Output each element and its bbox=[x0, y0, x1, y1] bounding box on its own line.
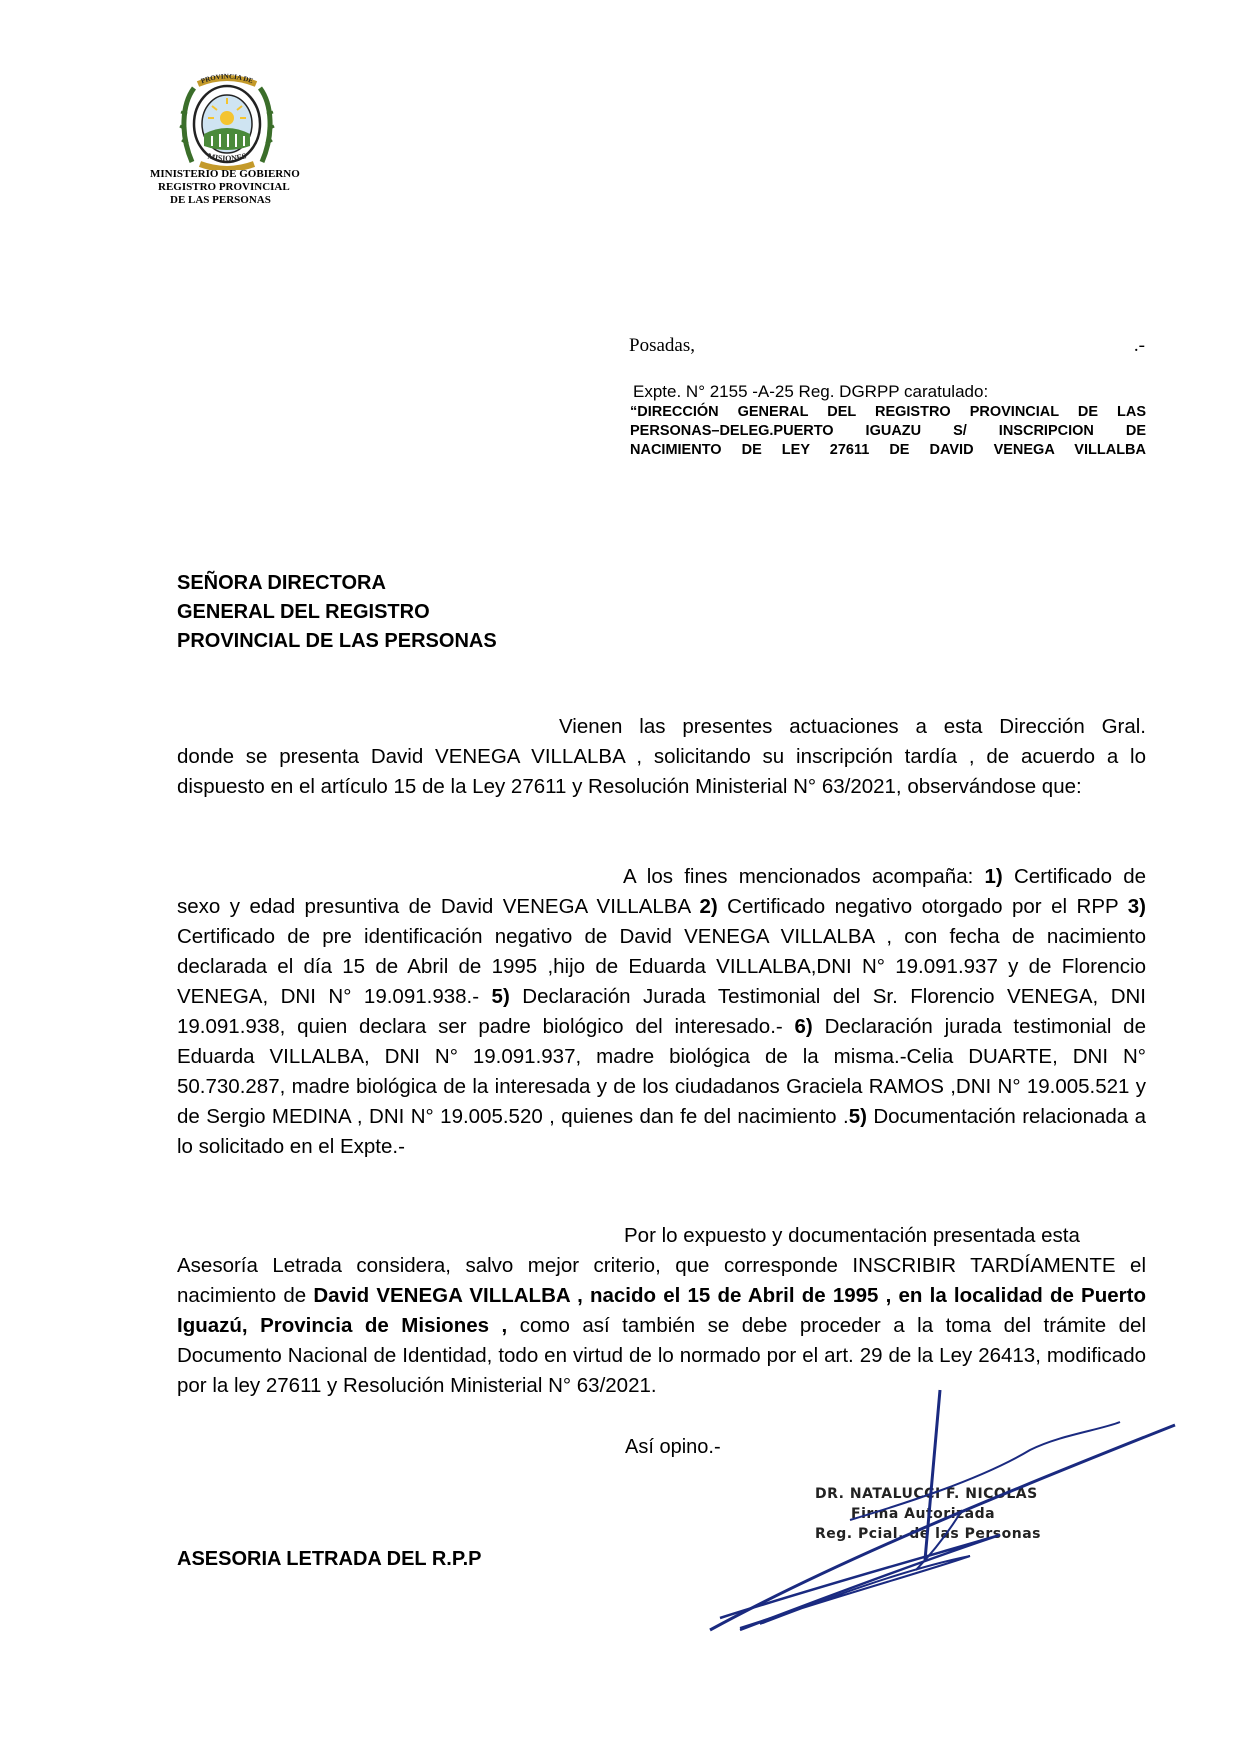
emblem-bottom-label bbox=[182, 150, 272, 170]
item-number: 5) bbox=[491, 985, 510, 1008]
item-number: 6) bbox=[794, 1015, 813, 1038]
item-number: 1) bbox=[984, 865, 1003, 888]
footer-signatory: ASESORIA LETRADA DEL R.P.P bbox=[177, 1548, 482, 1570]
caption-line: PERSONAS–DELEG.PUERTO IGUAZU S/ INSCRIPCION DE bbox=[630, 423, 1146, 439]
caption-line: NACIMIENTO DE LEY 27611 DE DAVID VENEGA VILLALBA bbox=[630, 442, 1146, 458]
ministry-line: MINISTERIO DE GOBIERNO bbox=[150, 168, 300, 180]
item-number: 2) bbox=[699, 895, 718, 918]
persons-line: DE LAS PERSONAS bbox=[170, 194, 271, 206]
ministry-header bbox=[150, 168, 300, 207]
emblem-top-label bbox=[182, 70, 272, 90]
stamp-office: Reg. Pcial. de las Personas bbox=[815, 1526, 1041, 1542]
recipient-block bbox=[177, 569, 497, 656]
date-end-mark: .- bbox=[1133, 335, 1145, 356]
paragraph-first-line: Por lo expuesto y documentación presentada esta bbox=[624, 1224, 1080, 1247]
stamp-role: Firma Autorizada bbox=[851, 1506, 996, 1522]
handwritten-signature bbox=[700, 1380, 1180, 1640]
svg-text:PROVINCIA DE: PROVINCIA DE bbox=[199, 72, 255, 86]
recipient-line: GENERAL DEL REGISTRO bbox=[177, 601, 430, 623]
paragraph-intro bbox=[177, 712, 1146, 802]
paragraph-body: donde se presenta David VENEGA VILLALBA , solicitando su inscripción tardía , de acuerdo a lo dispuesto en el artículo 15 de la Ley 27611 y Resolución Ministerial N° 63/2021, observándose que: bbox=[177, 745, 1146, 798]
closing-remark: Así opino.- bbox=[625, 1436, 721, 1458]
svg-text:MISIONES: MISIONES bbox=[206, 151, 248, 164]
paragraph-documents: A los fines mencionados acompaña: 1) Certificado de sexo y edad presuntiva de David VENEGA VILLALBA 2) Certificado negativo otorgado por el RPP 3) Certificado de pre identificación negativo de David VENEGA VILLALBA , con fecha de nacimiento declarada el día 15 de Abril de 1995 ,hijo de Eduarda VILLALBA,DNI N° 19.091.937 y de Florencio VENEGA, DNI N° 19.091.938.- 5) Declaración Jurada Testimonial del Sr. Florencio VENEGA, DNI 19.091.938, quien declara ser padre biológico del interesado.- 6) Declaración jurada testimonial de Eduarda VILLALBA, DNI N° 19.091.937, madre biológica de la misma.-Celia DUARTE, DNI N° 50.730.287, madre biológica de la interesada y de los ciudadanos Graciela RAMOS ,DNI N° 19.005.521 y de Sergio MEDINA , DNI N° 19.005.520 , quienes dan fe del nacimiento .5) Documentación relacionada a lo solicitado en el Expte.- bbox=[177, 865, 1147, 1158]
city: Posadas, bbox=[629, 335, 695, 356]
place-date-line bbox=[629, 335, 1145, 357]
recipient-line: PROVINCIAL DE LAS PERSONAS bbox=[177, 630, 497, 652]
recipient-line: SEÑORA DIRECTORA bbox=[177, 572, 386, 594]
stamp-name: DR. NATALUCCI F. NICOLAS bbox=[815, 1486, 1038, 1502]
expediente-number: Expte. N° 2155 -A-25 Reg. DGRPP caratulado: bbox=[633, 382, 989, 401]
item-number: 3) bbox=[1127, 895, 1146, 918]
paragraph-conclusion: Por lo expuesto y documentación presentada esta Asesoría Letrada considera, salvo mejor criterio, que corresponde INSCRIBIR TARDÍAMENTE el nacimiento de David VENEGA VILLALBA , nacido el 15 de Abril de 1995 , en la localidad de Puerto Iguazú, Provincia de Misiones , como así también se debe proceder a la toma del trámite del Documento Nacional de Identidad, todo en virtud de lo normado por el art. 29 de la Ley 26413, modificado por la ley 27611 y Resolución Ministerial N° 63/2021. bbox=[177, 1221, 1146, 1401]
registry-line: REGISTRO PROVINCIAL bbox=[158, 181, 290, 193]
bold-statement: David VENEGA VILLALBA , nacido el 15 de Abril de 1995 , en la localidad de Puerto Iguazú, Provincia de Misiones , bbox=[177, 1284, 1146, 1337]
item-number: 5) bbox=[848, 1105, 867, 1128]
caption-line: “DIRECCIÓN GENERAL DEL REGISTRO PROVINCIAL DE LAS bbox=[630, 404, 1146, 420]
expediente-caption bbox=[630, 403, 1146, 460]
paragraph-first-line: Vienen las presentes actuaciones a esta Dirección Gral. bbox=[559, 715, 1146, 738]
